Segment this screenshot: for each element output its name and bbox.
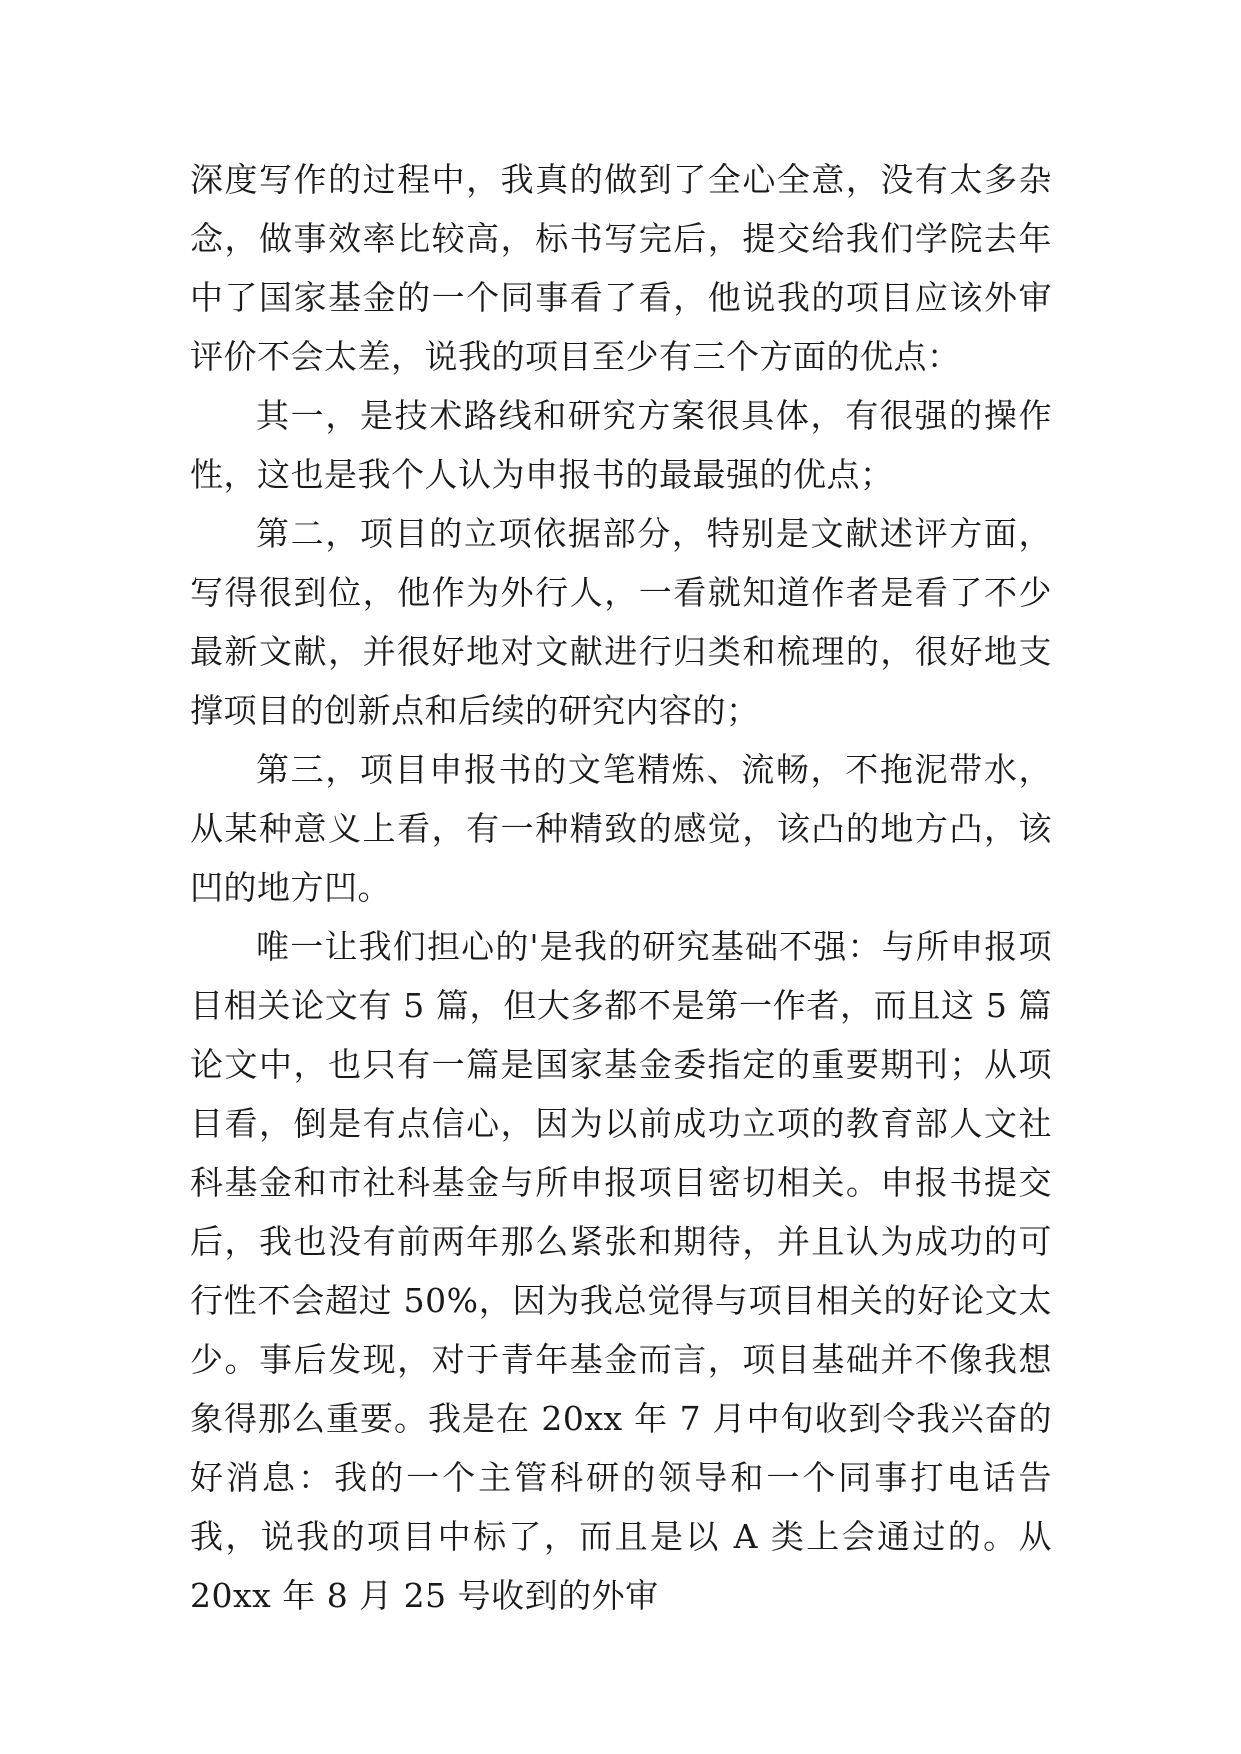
paragraph-4: 第三，项目申报书的文笔精炼、流畅，不拖泥带水，从某种意义上看，有一种精致的感觉，该凸的地方凸，该凹的地方凹。 <box>190 750 1052 907</box>
paragraph-3: 第二，项目的立项依据部分，特别是文献述评方面，写得很到位，他作为外行人，一看就知道作者是看了不少最新文献，并很好地对文献进行归类和梳理的，很好地支撑项目的创新点和后续的研究内容的； <box>190 514 1052 730</box>
paragraph-2: 其一，是技术路线和研究方案很具体，有很强的操作性，这也是我个人认为申报书的最最强的优点； <box>190 396 1052 494</box>
paragraph-5: 唯一让我们担心的'是我的研究基础不强：与所申报项目相关论文有 5 篇，但大多都不是第一作者，而且这 5 篇论文中，也只有一篇是国家基金委指定的重要期刊；从项目看，倒是有点信心，因为以前成功立项的教育部人文社科基金和市社科基金与所申报项目密切相关。申报书提交后，我也没有前两年那么紧张和期待，并且认为成功的可行性不会超过 50%，因为我总觉得与项目相关的好论文太少。事后发现，对于青年基金而言，项目基础并不像我想象得那么重要。我是在 20xx 年 7 月中旬收到令我兴奋的好消息：我的一个主管科研的领导和一个同事打电话告我，说我的项目中标了，而且是以 A 类上会通过的。从 20xx 年 8 月 25 号收到的外审 <box>190 927 1052 1615</box>
paragraph-1: 深度写作的过程中，我真的做到了全心全意，没有太多杂念，做事效率比较高，标书写完后，提交给我们学院去年中了国家基金的一个同事看了看，他说我的项目应该外审评价不会太差，说我的项目至少有三个方面的优点： <box>190 160 1052 376</box>
document-body <box>190 150 1052 1625</box>
